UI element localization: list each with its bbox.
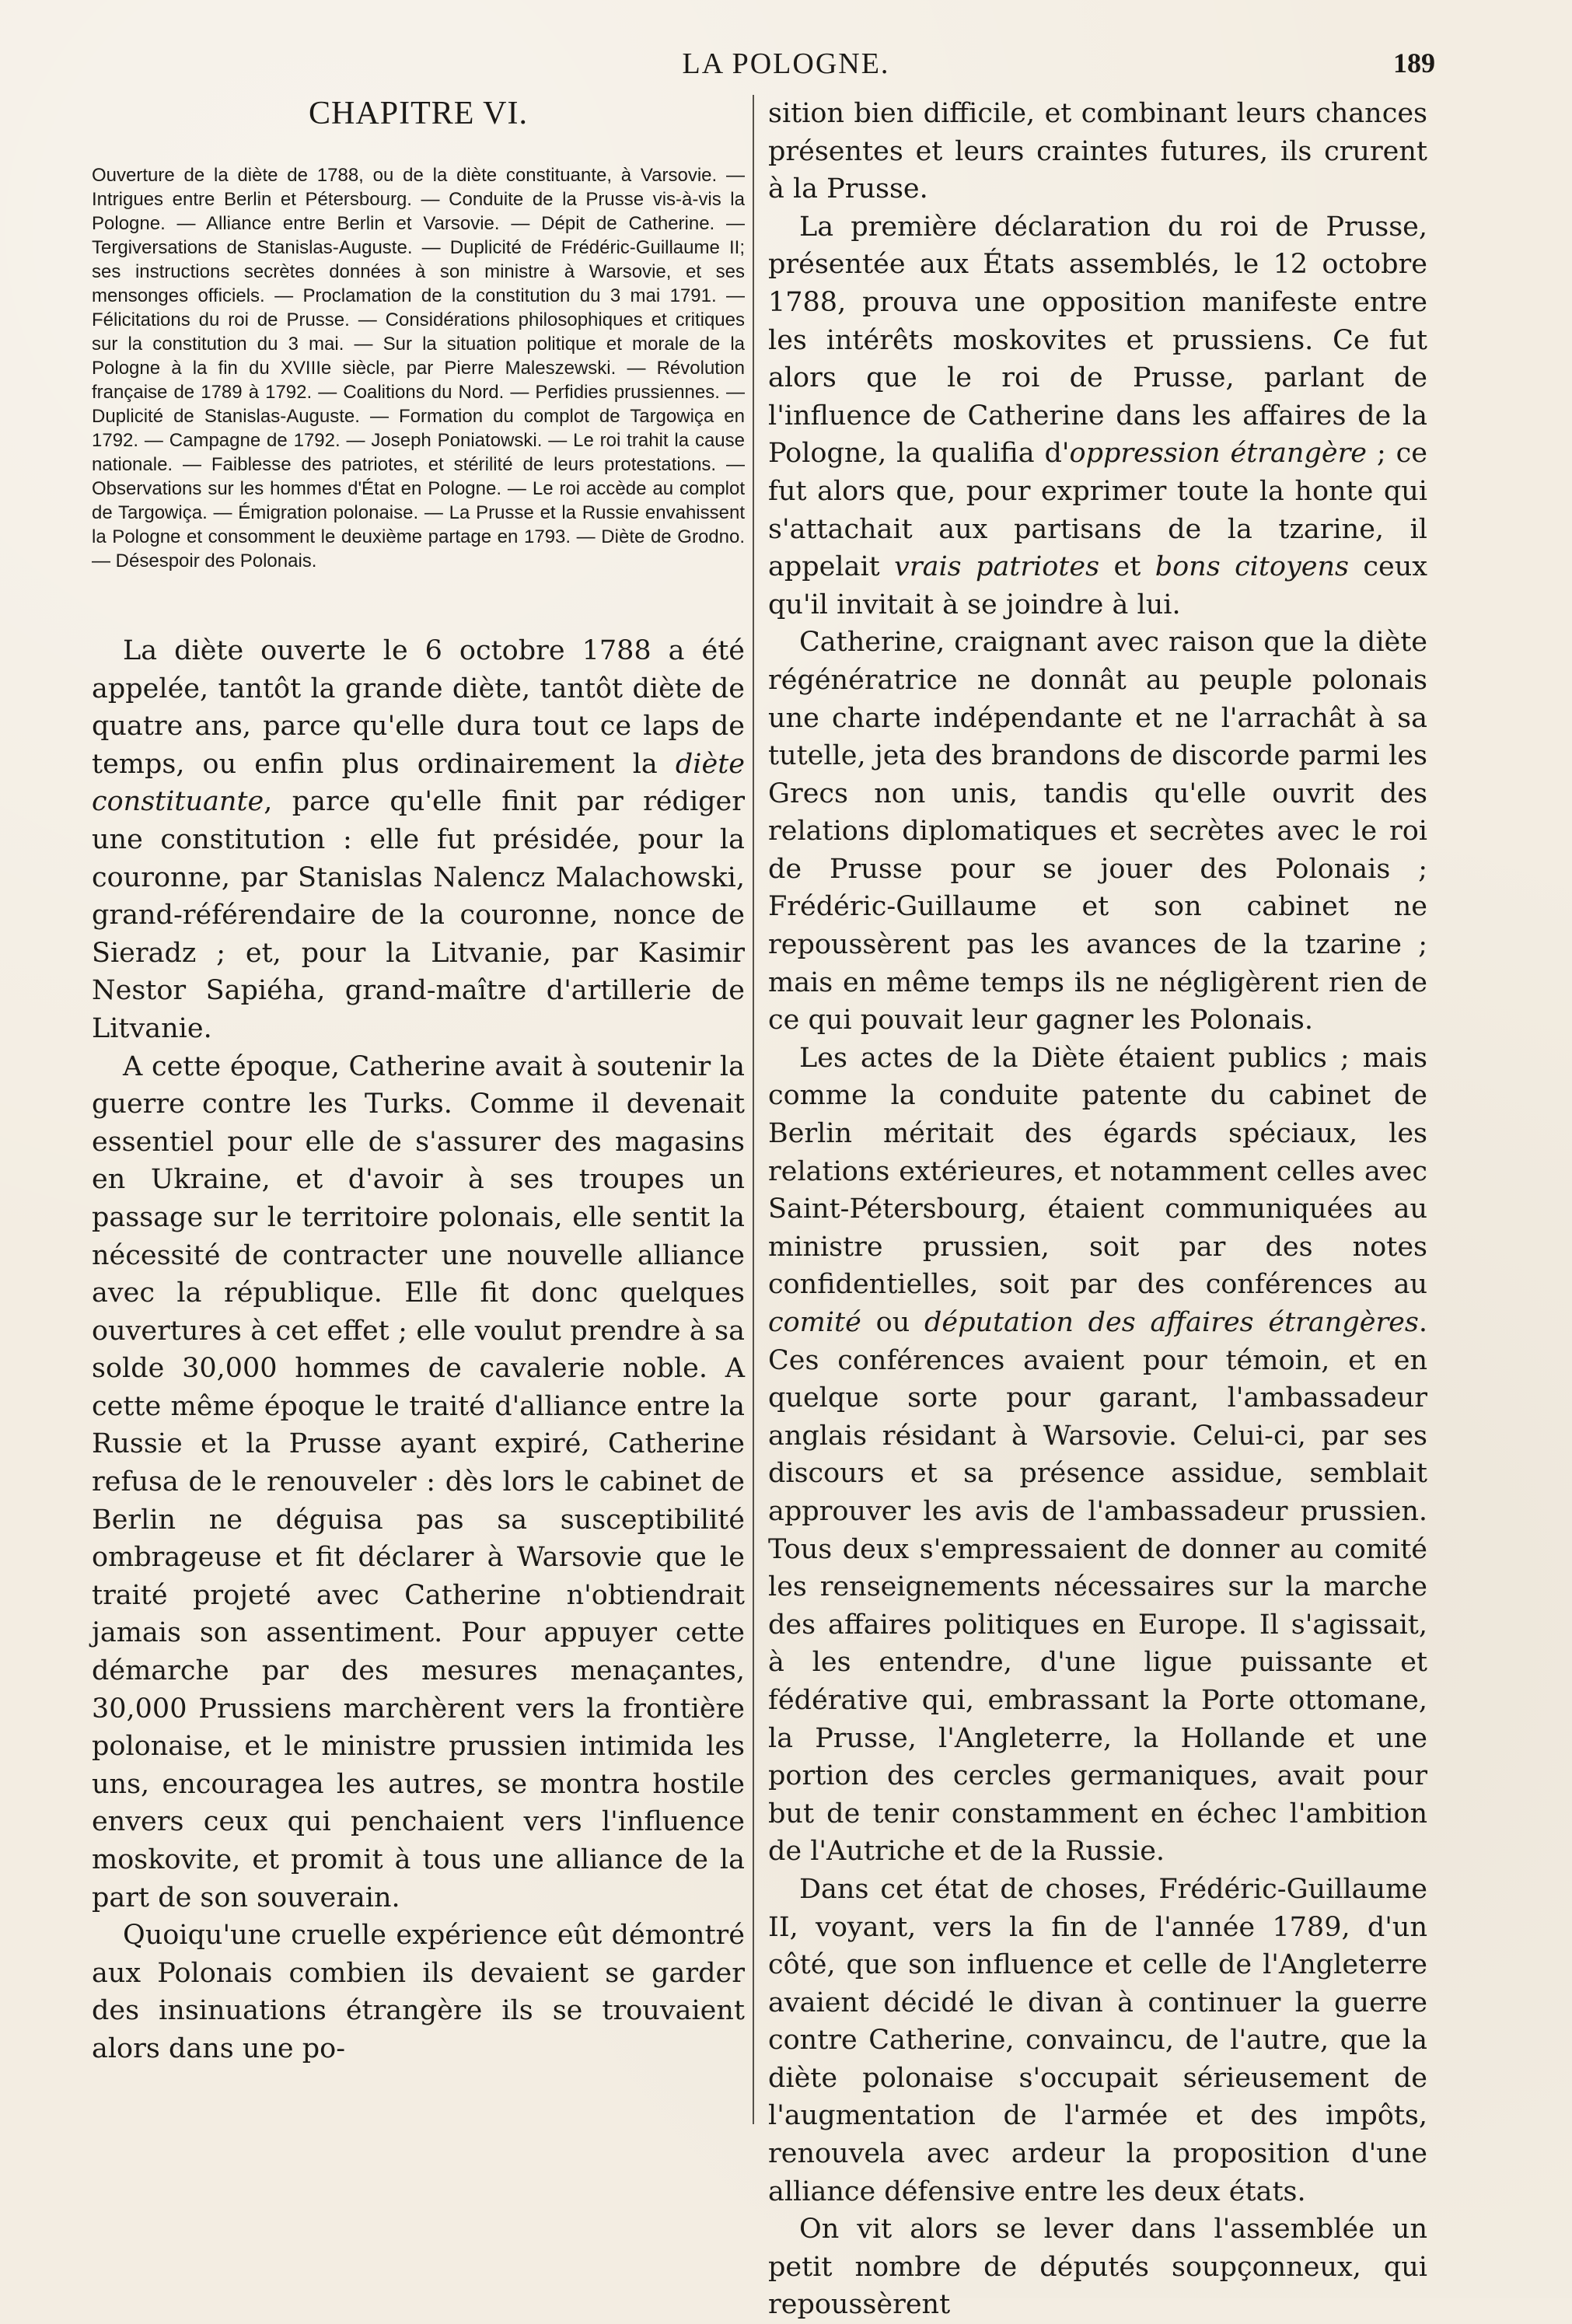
page-number: 189 bbox=[1393, 47, 1435, 79]
running-head bbox=[0, 47, 1572, 84]
chapter-summary: Ouverture de la diète de 1788, ou de la diète constituante, à Varsovie. — Intrigues entre Berlin et Pétersbourg. — Conduite de la Prusse vis-à-vis la Pologne. — Alliance entre Berlin et Varsovie. — Dépit de Catherine. — Tergiversations de Stanislas-Auguste. — Duplicité de Frédéric-Guillaume II; ses instructions secrètes données à son ministre à Warsovie, et ses mensonges officiels. — Proclamation de la constitution du 3 mai 1791. — Félicitations du roi de Prusse. — Considérations philosophiques et critiques sur la constitution du 3 mai. — Sur la situation politique et morale de la Pologne à la fin du XVIIIe siècle, par Pierre Maleszewski. — Révolution française de 1789 à 1792. — Coalitions du Nord. — Perfidies prussiennes. — Duplicité de Stanislas-Auguste. — Formation du complot de Targowiça en 1792. — Campagne de 1792. — Joseph Poniatowski. — Le roi trahit la cause nationale. — Faiblesse des patriotes, et stérilité de leurs protestations. — Observations sur les hommes d'État en Pologne. — Le roi accède au complot de Targowiça. — Émigration polonaise. — La Prusse et la Russie envahissent la Pologne et consomment le deuxième partage en 1793. — Diète de Grodno. — Désespoir des Polonais. bbox=[92, 165, 745, 571]
right-body-text bbox=[768, 95, 1427, 2324]
emphasis-text: vrais patriotes bbox=[894, 551, 1100, 583]
running-title: LA POLOGNE. bbox=[682, 47, 890, 80]
emphasis-text: diète constituante bbox=[92, 748, 745, 818]
emphasis-text: comité bbox=[768, 1307, 861, 1338]
paragraph: Catherine, craignant avec raison que la diète régénératrice ne donnât au peuple polonais une charte indépendante et ne l'arrachât à sa tutelle, jeta des brandons de discorde parmi les Grecs non unis, tandis qu'elle ouvrit des relations diplomatiques et secrètes avec le roi de Prusse pour se jouer des Polonais ; Frédéric-Guillaume et son cabinet ne repoussèrent pas les avances de la tzarine ; mais en même temps ils ne négligèrent rien de ce qui pouvait leur gagner les Polonais. bbox=[768, 627, 1427, 1036]
emphasis-text: députation des affaires étrangères bbox=[924, 1307, 1419, 1338]
paragraph-text: . Ces conférences avaient pour témoin, et en quelque sorte pour garant, l'ambassadeur anglais résidant à Warsovie. Celui-ci, par ses discours et sa présence assidue, semblait approuver les avis de l'ambassadeur prussien. Tous deux s'empressaient de donner au comité les renseignements nécessaires sur la marche des affaires politiques en Europe. Il s'agissait, à les entendre, d'une ligue puissante et fédérative qui, embrassant la Porte ottomane, la Prusse, l'Angleterre, la Hollande et une portion des cercles germaniques, avait pour but de tenir constamment en échec l'ambition de l'Autriche et de la Russie. bbox=[768, 1307, 1427, 1868]
paragraph-text: , parce qu'elle finit par rédiger une constitution : elle fut présidée, pour la couronne, par Stanislas Nalencz Malachowski, grand-référendaire de la couronne, nonce de Sieradz ; et, pour la Litvanie, par Kasimir Nestor Sapiéha, grand-maître d'artillerie de Litvanie. bbox=[92, 786, 745, 1044]
paragraph bbox=[768, 1040, 1427, 1871]
left-column bbox=[92, 95, 745, 2068]
paragraph-text: La première déclaration du roi de Prusse, présentée aux États assemblés, le 12 octobre 1788, prouva une opposition manifeste entre les intérêts moskovites et prussiens. Ce fut alors que le roi de Prusse, parlant de l'influence de Catherine dans les affaires de la Pologne, la qualifia d' bbox=[768, 211, 1427, 470]
paragraph: sition bien difficile, et combinant leurs chances présentes et leurs craintes futures, ils crurent à la Prusse. bbox=[768, 98, 1427, 205]
paragraph-text: Les actes de la Diète étaient publics ; mais comme la conduite patente du cabinet de Berlin méritait des égards spéciaux, les relations extérieures, et notamment celles avec Saint-Pétersbourg, étaient communiquées au ministre prussien, soit par des notes confidentielles, soit par des conférences au bbox=[768, 1042, 1427, 1301]
left-body-text bbox=[92, 632, 745, 2068]
paragraph: A cette époque, Catherine avait à soutenir la guerre contre les Turks. Comme il devenait essentiel pour elle de s'assurer des magasins en Ukraine, et d'avoir à ses troupes un passage sur le territoire polonais, elle sentit la nécessité de contracter une nouvelle alliance avec la république. Elle fit donc quelques ouvertures à cet effet ; elle voulut prendre à sa solde 30,000 hommes de cavalerie noble. A cette même époque le traité d'alliance entre la Russie et la Prusse ayant expiré, Catherine refusa de le renouveler : dès lors le cabinet de Berlin ne déguisa pas sa susceptibilité ombrageuse et fit déclarer à Warsovie que le traité projeté avec Catherine n'obtiendrait jamais son assentiment. Pour appuyer cette démarche par des mesures menaçantes, 30,000 Prussiens marchèrent vers la frontière polonaise, et le ministre prussien intimida les uns, encouragea les autres, se montra hostile envers ceux qui penchaient vers l'influence moskovite, et promit à tous une alliance de la part de son souverain. bbox=[92, 1050, 745, 1913]
paragraph-text: ceux qu'il invitait à se joindre à lui. bbox=[768, 551, 1427, 620]
paragraph: Quoiqu'une cruelle expérience eût démontré aux Polonais combien ils devaient se garder des insinuations étrangère ils se trouvaient alors dans une po- bbox=[92, 1920, 745, 2064]
paragraph-text: La diète ouverte le 6 octobre 1788 a été appelée, tantôt la grande diète, tantôt diète de quatre ans, parce qu'elle dura tout ce laps de temps, ou enfin plus ordinairement la bbox=[92, 635, 745, 780]
right-column bbox=[768, 95, 1427, 2324]
paragraph: On vit alors se lever dans l'assemblée un petit nombre de députés soupçonneux, qui repoussèrent bbox=[768, 2214, 1427, 2321]
chapter-title: CHAPITRE VI. bbox=[309, 96, 528, 131]
paragraph: Dans cet état de choses, Frédéric-Guillaume II, voyant, vers la fin de l'année 1789, d'un côté, que son influence et celle de l'Angleterre avaient décidé le divan à continuer la guerre contre Catherine, convaincu, de l'autre, que la diète polonaise s'occupait sérieusement de l'augmentation de l'armée et des impôts, renouvela avec ardeur la proposition d'une alliance défensive entre les deux états. bbox=[768, 1873, 1427, 2207]
paragraph-text: ; ce fut alors que, pour exprimer toute la honte qui s'attachait aux partisans de la tzarine, il appelait bbox=[768, 438, 1427, 583]
column-divider bbox=[753, 95, 754, 2124]
paragraph bbox=[92, 632, 745, 1048]
emphasis-text: bons citoyens bbox=[1155, 551, 1349, 583]
paragraph-text: ou bbox=[861, 1307, 925, 1338]
paragraph-text: et bbox=[1099, 551, 1155, 583]
paragraph bbox=[768, 208, 1427, 624]
emphasis-text: oppression étrangère bbox=[1069, 438, 1368, 470]
